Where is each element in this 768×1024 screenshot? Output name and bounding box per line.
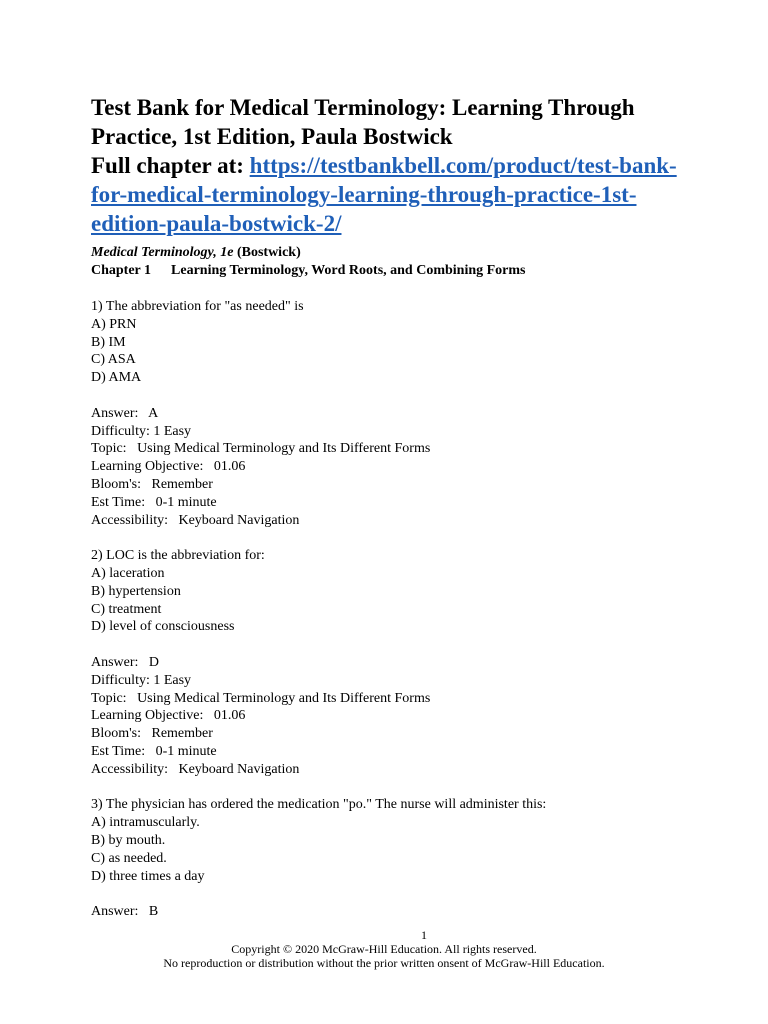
full-chapter-link-part-2[interactable]: for-medical-terminology-learning-through-practice-1st- bbox=[91, 182, 637, 207]
book-info bbox=[91, 244, 711, 280]
metadata-line: Est Time: 0-1 minute bbox=[91, 743, 217, 759]
answer-option: D) level of consciousness bbox=[91, 619, 235, 635]
question-item bbox=[91, 547, 711, 636]
full-chapter-link-part-3[interactable]: edition-paula-bostwick-2/ bbox=[91, 211, 342, 236]
metadata-line: Answer: D bbox=[91, 654, 160, 670]
question-metadata bbox=[91, 903, 711, 921]
chapter-label: Chapter 1 bbox=[91, 263, 152, 278]
question-stem: 3) The physician has ordered the medication "po." The nurse will administer this: bbox=[91, 797, 547, 813]
answer-option: C) as needed. bbox=[91, 850, 167, 866]
metadata-line: Accessibility: Keyboard Navigation bbox=[91, 512, 300, 528]
metadata-line: Learning Objective: 01.06 bbox=[91, 459, 246, 475]
full-chapter-link-part-1[interactable]: https://testbankbell.com/product/test-bank- bbox=[249, 153, 677, 178]
question-list bbox=[91, 298, 711, 939]
book-title: Medical Terminology, 1e bbox=[91, 245, 234, 260]
question-item bbox=[91, 796, 711, 885]
metadata-line: Answer: A bbox=[91, 405, 159, 421]
document-title bbox=[91, 93, 691, 238]
answer-option: A) PRN bbox=[91, 316, 137, 332]
title-line-1: Test Bank for Medical Terminology: Learning Through bbox=[91, 95, 635, 120]
page-number: 1 bbox=[421, 928, 427, 942]
question-metadata bbox=[91, 405, 711, 530]
metadata-line: Accessibility: Keyboard Navigation bbox=[91, 761, 300, 777]
question-item bbox=[91, 298, 711, 387]
answer-option: A) laceration bbox=[91, 565, 165, 581]
full-chapter-line bbox=[91, 151, 691, 180]
metadata-line: Topic: Using Medical Terminology and Its Different Forms bbox=[91, 441, 431, 457]
copyright-text: Copyright © 2020 McGraw-Hill Education. All rights reserved. bbox=[231, 942, 537, 956]
full-chapter-label: Full chapter at: bbox=[91, 153, 250, 178]
metadata-line: Est Time: 0-1 minute bbox=[91, 494, 217, 510]
question-stem: 2) LOC is the abbreviation for: bbox=[91, 548, 265, 564]
answer-option: D) AMA bbox=[91, 370, 142, 386]
reproduction-notice: No reproduction or distribution without the prior written onsent of McGraw-Hill Education. bbox=[163, 956, 605, 970]
page-footer bbox=[0, 928, 768, 970]
book-author: (Bostwick) bbox=[233, 245, 301, 260]
answer-option: B) by mouth. bbox=[91, 832, 166, 848]
chapter-heading bbox=[91, 262, 711, 280]
metadata-line: Difficulty: 1 Easy bbox=[91, 423, 192, 439]
metadata-line: Answer: B bbox=[91, 904, 159, 920]
question-metadata bbox=[91, 654, 711, 779]
answer-option: D) three times a day bbox=[91, 868, 205, 884]
metadata-line: Bloom's: Remember bbox=[91, 476, 213, 492]
answer-option: B) IM bbox=[91, 334, 126, 350]
chapter-title: Learning Terminology, Word Roots, and Combining Forms bbox=[171, 263, 526, 278]
answer-option: A) intramuscularly. bbox=[91, 815, 200, 831]
metadata-line: Topic: Using Medical Terminology and Its Different Forms bbox=[91, 690, 431, 706]
question-stem: 1) The abbreviation for "as needed" is bbox=[91, 299, 304, 314]
book-title-line bbox=[91, 244, 711, 262]
metadata-line: Learning Objective: 01.06 bbox=[91, 708, 246, 724]
metadata-line: Bloom's: Remember bbox=[91, 726, 213, 742]
answer-option: B) hypertension bbox=[91, 583, 181, 599]
title-line-2: Practice, 1st Edition, Paula Bostwick bbox=[91, 124, 453, 149]
answer-option: C) treatment bbox=[91, 601, 162, 617]
answer-option: C) ASA bbox=[91, 352, 136, 368]
metadata-line: Difficulty: 1 Easy bbox=[91, 672, 192, 688]
